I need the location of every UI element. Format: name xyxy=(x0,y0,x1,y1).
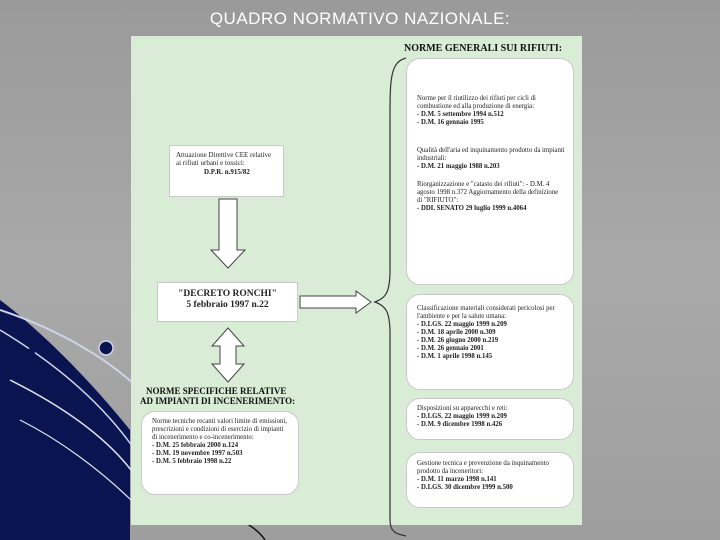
dangerous-ref: - D.LGS. 22 maggio 1999 n.209 xyxy=(417,321,507,328)
general-norms-heading: NORME GENERALI SUI RIFIUTI: xyxy=(404,43,563,54)
recovery-ref: - D.M. 16 gennaio 1995 xyxy=(417,119,484,126)
directives-ref: D.P.R. n.915/82 xyxy=(204,167,250,176)
recovery-text: Norme per il riutilizzo dei rifiuti per cicli di combustione ed alla produzione di energia: xyxy=(417,95,536,110)
ronchi-box xyxy=(157,282,298,322)
specific-norms-heading-line1: NORME SPECIFICHE RELATIVE xyxy=(146,386,287,396)
directives-box xyxy=(169,145,284,197)
dangerous-text: Classificazione materiali considerati pericolosi per l'ambiente e per la salute umana: xyxy=(417,305,555,320)
dangerous-ref: - D.M. 26 giugno 2000 n.219 xyxy=(417,337,499,344)
recovery-ref: - D.M. 5 settembre 1994 n.512 xyxy=(417,111,504,118)
specific-norms-text: Norme tecniche recanti valori limite di emissioni, prescrizioni e condizioni di esercizio di impianti di incenerimento e co-incenerimento: xyxy=(152,418,287,441)
specific-norms-heading-line2: AD IMPIANTI DI INCENERIMENTO: xyxy=(140,396,296,406)
air-quality-ref: - D.M. 21 maggio 1988 n.203 xyxy=(417,163,500,170)
specific-norms-ref: - D.M. 19 novembre 1997 n.503 xyxy=(152,450,243,457)
management-ref: - D.M. 11 marzo 1998 n.141 xyxy=(417,476,497,483)
ronchi-date: 5 febbraio 1997 n.22 xyxy=(186,300,269,310)
decor-dot xyxy=(27,348,35,356)
general-norms-box xyxy=(406,58,574,285)
air-quality-text: Qualità dell'aria ed inquinamento prodotto da impianti industriali: xyxy=(417,147,565,162)
specific-norms-ref: - D.M. 5 febbraio 1998 n.22 xyxy=(152,458,232,465)
waste-status-ref: - DDL SENATO 29 luglio 1999 n.4064 xyxy=(417,205,527,212)
dangerous-materials-box xyxy=(406,294,574,390)
disposal-ref: - D.M. 9 dicembre 1998 n.426 xyxy=(417,421,503,428)
disposal-box xyxy=(406,398,574,440)
specific-norms-box xyxy=(141,411,299,495)
management-ref: - D.LGS. 30 dicembre 1999 n.500 xyxy=(417,484,513,491)
disposal-ref: - D.LGS. 22 maggio 1999 n.209 xyxy=(417,413,507,420)
slide-title: QUADRO NORMATIVO NAZIONALE: xyxy=(209,9,511,28)
specific-norms-ref: - D.M. 25 febbraio 2000 n.124 xyxy=(152,442,239,449)
decor-dot xyxy=(99,341,113,355)
directives-text: Attuazione Direttive CEE relative ai rifiuti urbani e tossici: xyxy=(176,151,272,168)
management-text: Gestione tecnica e prevenzione da inquinamento prodotto da inceneritori: xyxy=(417,460,549,475)
waste-status-text: Riorganizzazione e "catasto dei rifiuti": - D.M. 4 agosto 1998 n.372 Aggiornamento della definizione di "RIFIUTO": xyxy=(417,181,559,204)
ronchi-title: "DECRETO RONCHI" xyxy=(178,289,277,299)
disposal-text: Disposizioni su apparecchi e reti: xyxy=(417,405,508,412)
management-box xyxy=(406,452,574,508)
dangerous-ref: - D.M. 18 aprile 2000 n.309 xyxy=(417,329,496,336)
dangerous-ref: - D.M. 26 gennaio 2001 xyxy=(417,345,484,352)
specific-norms-heading xyxy=(140,386,295,406)
dangerous-ref: - D.M. 1 aprile 1998 n.145 xyxy=(417,353,493,360)
